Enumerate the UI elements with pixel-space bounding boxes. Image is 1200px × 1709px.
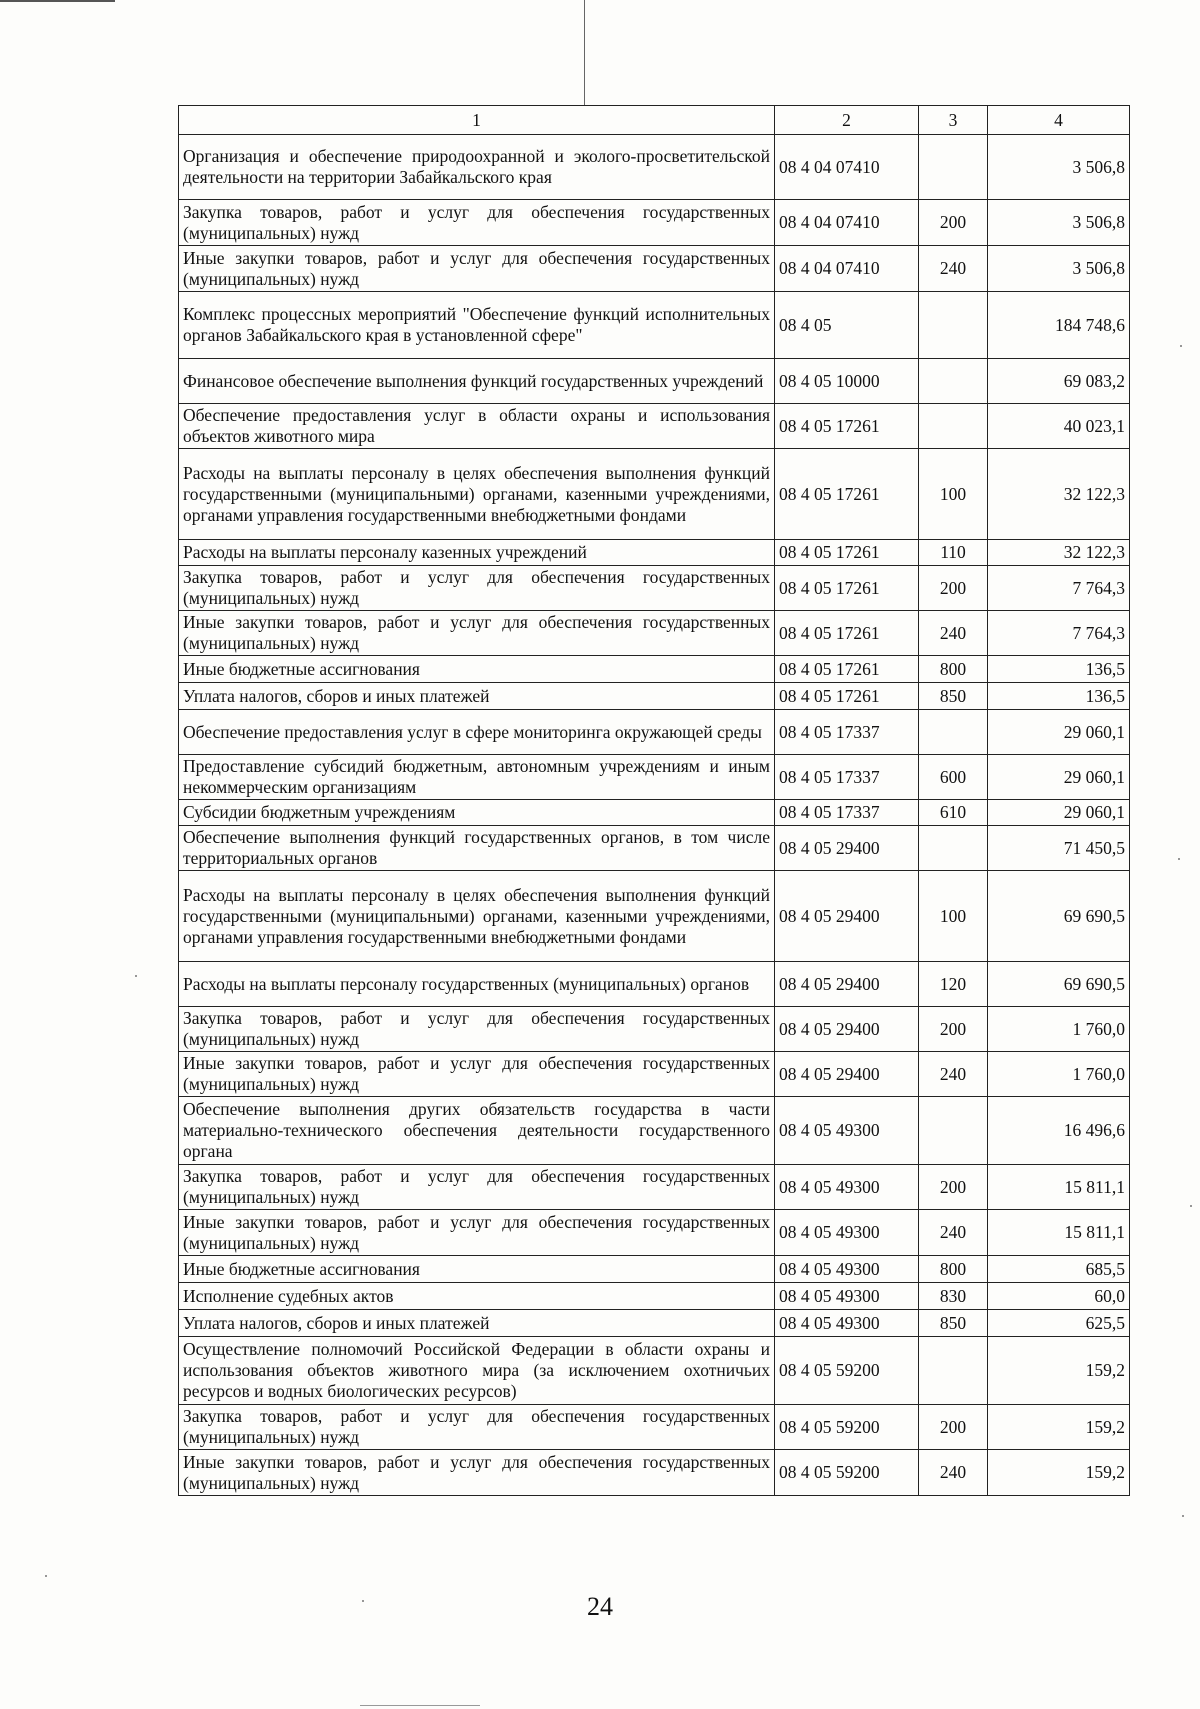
table-row (179, 755, 1130, 800)
row-code-cell: 08 4 05 49300 (775, 1210, 919, 1256)
table-row (179, 449, 1130, 540)
row-name-cell: Закупка товаров, работ и услуг для обеспечения государственных (муниципальных) нужд (179, 1007, 775, 1052)
table-row (179, 540, 1130, 566)
row-type-cell (919, 359, 988, 404)
row-code-cell: 08 4 05 17337 (775, 755, 919, 800)
row-sum-cell: 15 811,1 (988, 1210, 1130, 1256)
column-header-2: 2 (775, 106, 919, 135)
row-type-cell: 120 (919, 962, 988, 1007)
row-sum-cell: 29 060,1 (988, 755, 1130, 800)
row-code-cell: 08 4 05 17261 (775, 656, 919, 683)
row-name-cell: Расходы на выплаты персоналу в целях обеспечения выполнения функций государственными (муниципальными) органами, казенными учреждениями, органами управления государственными внебюджетными фондами (179, 871, 775, 962)
table-row (179, 1310, 1130, 1337)
row-sum-cell: 685,5 (988, 1256, 1130, 1283)
row-code-cell: 08 4 05 49300 (775, 1256, 919, 1283)
row-code-cell: 08 4 05 17261 (775, 404, 919, 449)
row-sum-cell: 69 690,5 (988, 871, 1130, 962)
scan-artifact-top-vertical (584, 0, 585, 106)
row-name-cell: Обеспечение предоставления услуг в сфере мониторинга окружающей среды (179, 710, 775, 755)
row-code-cell: 08 4 05 29400 (775, 1052, 919, 1097)
row-name-cell: Иные закупки товаров, работ и услуг для обеспечения государственных (муниципальных) нужд (179, 246, 775, 292)
row-name-cell: Исполнение судебных актов (179, 1283, 775, 1310)
row-name-cell: Закупка товаров, работ и услуг для обеспечения государственных (муниципальных) нужд (179, 1165, 775, 1210)
table-row (179, 404, 1130, 449)
table-row (179, 1007, 1130, 1052)
row-type-cell: 830 (919, 1283, 988, 1310)
scan-speck (135, 975, 137, 977)
table-row (179, 1052, 1130, 1097)
row-sum-cell: 3 506,8 (988, 246, 1130, 292)
row-sum-cell: 184 748,6 (988, 292, 1130, 359)
table-row (179, 135, 1130, 200)
table-row (179, 800, 1130, 826)
scan-artifact-top-left (0, 0, 115, 2)
row-type-cell (919, 710, 988, 755)
row-code-cell: 08 4 05 17337 (775, 800, 919, 826)
row-type-cell: 850 (919, 683, 988, 710)
table-row (179, 683, 1130, 710)
row-sum-cell: 32 122,3 (988, 449, 1130, 540)
row-name-cell: Расходы на выплаты персоналу государственных (муниципальных) органов (179, 962, 775, 1007)
row-type-cell: 200 (919, 200, 988, 246)
table-row (179, 962, 1130, 1007)
row-name-cell: Комплекс процессных мероприятий "Обеспечение функций исполнительных органов Забайкальского края в установленной сфере" (179, 292, 775, 359)
row-type-cell: 800 (919, 656, 988, 683)
row-name-cell: Расходы на выплаты персоналу в целях обеспечения выполнения функций государственными (муниципальными) органами, казенными учреждениями, органами управления государственными внебюджетными фондами (179, 449, 775, 540)
row-code-cell: 08 4 05 49300 (775, 1165, 919, 1210)
table-row (179, 611, 1130, 656)
row-code-cell: 08 4 05 17261 (775, 540, 919, 566)
row-name-cell: Иные бюджетные ассигнования (179, 1256, 775, 1283)
row-code-cell: 08 4 05 17261 (775, 449, 919, 540)
row-code-cell: 08 4 05 17261 (775, 566, 919, 611)
row-sum-cell: 69 690,5 (988, 962, 1130, 1007)
table-row (179, 1097, 1130, 1165)
row-sum-cell: 16 496,6 (988, 1097, 1130, 1165)
table-row (179, 826, 1130, 871)
row-name-cell: Иные бюджетные ассигнования (179, 656, 775, 683)
row-sum-cell: 40 023,1 (988, 404, 1130, 449)
row-type-cell: 240 (919, 1450, 988, 1496)
row-name-cell: Закупка товаров, работ и услуг для обеспечения государственных (муниципальных) нужд (179, 200, 775, 246)
row-sum-cell: 71 450,5 (988, 826, 1130, 871)
row-code-cell: 08 4 04 07410 (775, 200, 919, 246)
table-row (179, 246, 1130, 292)
row-type-cell (919, 1337, 988, 1405)
scan-speck (1180, 345, 1182, 347)
row-type-cell: 200 (919, 1007, 988, 1052)
row-name-cell: Иные закупки товаров, работ и услуг для обеспечения государственных (муниципальных) нужд (179, 1052, 775, 1097)
scan-speck (1190, 1205, 1192, 1207)
row-sum-cell: 29 060,1 (988, 800, 1130, 826)
row-type-cell: 200 (919, 1165, 988, 1210)
row-type-cell: 240 (919, 611, 988, 656)
row-type-cell (919, 404, 988, 449)
row-type-cell: 800 (919, 1256, 988, 1283)
row-code-cell: 08 4 05 10000 (775, 359, 919, 404)
row-sum-cell: 1 760,0 (988, 1052, 1130, 1097)
column-header-4: 4 (988, 106, 1130, 135)
row-type-cell: 850 (919, 1310, 988, 1337)
row-sum-cell: 7 764,3 (988, 566, 1130, 611)
row-name-cell: Обеспечение предоставления услуг в области охраны и использования объектов животного мира (179, 404, 775, 449)
table-row (179, 1283, 1130, 1310)
row-sum-cell: 159,2 (988, 1405, 1130, 1450)
row-sum-cell: 7 764,3 (988, 611, 1130, 656)
row-code-cell: 08 4 05 49300 (775, 1283, 919, 1310)
table-row (179, 1165, 1130, 1210)
row-name-cell: Закупка товаров, работ и услуг для обеспечения государственных (муниципальных) нужд (179, 566, 775, 611)
table-row (179, 710, 1130, 755)
row-sum-cell: 1 760,0 (988, 1007, 1130, 1052)
row-name-cell: Предоставление субсидий бюджетным, автономным учреждениям и иным некоммерческим организациям (179, 755, 775, 800)
row-sum-cell: 60,0 (988, 1283, 1130, 1310)
row-name-cell: Уплата налогов, сборов и иных платежей (179, 683, 775, 710)
row-code-cell: 08 4 05 29400 (775, 871, 919, 962)
row-type-cell: 200 (919, 566, 988, 611)
row-sum-cell: 625,5 (988, 1310, 1130, 1337)
row-name-cell: Иные закупки товаров, работ и услуг для обеспечения государственных (муниципальных) нужд (179, 1450, 775, 1496)
row-code-cell: 08 4 05 49300 (775, 1310, 919, 1337)
row-type-cell: 240 (919, 1052, 988, 1097)
table-row (179, 1405, 1130, 1450)
row-code-cell: 08 4 05 49300 (775, 1097, 919, 1165)
row-code-cell: 08 4 05 59200 (775, 1337, 919, 1405)
row-type-cell: 100 (919, 871, 988, 962)
row-name-cell: Финансовое обеспечение выполнения функций государственных учреждений (179, 359, 775, 404)
row-type-cell: 110 (919, 540, 988, 566)
row-code-cell: 08 4 05 59200 (775, 1450, 919, 1496)
page-number: 24 (587, 1592, 613, 1621)
row-code-cell: 08 4 04 07410 (775, 135, 919, 200)
row-type-cell (919, 292, 988, 359)
column-header-1: 1 (179, 106, 775, 135)
table-row (179, 292, 1130, 359)
row-code-cell: 08 4 05 17261 (775, 683, 919, 710)
table-row (179, 871, 1130, 962)
row-name-cell: Осуществление полномочий Российской Федерации в области охраны и использования объектов животного мира (за исключением охотничьих ресурсов и водных биологических ресурсов) (179, 1337, 775, 1405)
row-name-cell: Иные закупки товаров, работ и услуг для обеспечения государственных (муниципальных) нужд (179, 611, 775, 656)
scan-artifact-bottom (360, 1705, 480, 1706)
row-name-cell: Расходы на выплаты персоналу казенных учреждений (179, 540, 775, 566)
row-sum-cell: 136,5 (988, 683, 1130, 710)
row-sum-cell: 3 506,8 (988, 135, 1130, 200)
table-row (179, 359, 1130, 404)
table-header-row (179, 106, 1130, 135)
row-type-cell: 240 (919, 1210, 988, 1256)
budget-table (178, 105, 1130, 1496)
row-type-cell: 610 (919, 800, 988, 826)
table-row (179, 566, 1130, 611)
table-row (179, 656, 1130, 683)
row-code-cell: 08 4 05 29400 (775, 962, 919, 1007)
row-name-cell: Субсидии бюджетным учреждениям (179, 800, 775, 826)
row-code-cell: 08 4 04 07410 (775, 246, 919, 292)
row-type-cell (919, 135, 988, 200)
row-type-cell: 600 (919, 755, 988, 800)
table-row (179, 1256, 1130, 1283)
scan-speck (1178, 858, 1180, 860)
row-code-cell: 08 4 05 17337 (775, 710, 919, 755)
row-name-cell: Обеспечение выполнения других обязательств государства в части материально-технического обеспечения деятельности государственного органа (179, 1097, 775, 1165)
row-name-cell: Уплата налогов, сборов и иных платежей (179, 1310, 775, 1337)
row-type-cell (919, 1097, 988, 1165)
scan-speck (1182, 1515, 1184, 1517)
row-name-cell: Обеспечение выполнения функций государственных органов, в том числе территориальных органов (179, 826, 775, 871)
row-sum-cell: 159,2 (988, 1337, 1130, 1405)
row-sum-cell: 29 060,1 (988, 710, 1130, 755)
row-code-cell: 08 4 05 29400 (775, 1007, 919, 1052)
row-sum-cell: 159,2 (988, 1450, 1130, 1496)
row-code-cell: 08 4 05 29400 (775, 826, 919, 871)
row-sum-cell: 3 506,8 (988, 200, 1130, 246)
scan-speck (45, 1575, 47, 1577)
row-type-cell: 240 (919, 246, 988, 292)
row-code-cell: 08 4 05 59200 (775, 1405, 919, 1450)
row-sum-cell: 32 122,3 (988, 540, 1130, 566)
row-sum-cell: 69 083,2 (988, 359, 1130, 404)
table-row (179, 200, 1130, 246)
row-name-cell: Закупка товаров, работ и услуг для обеспечения государственных (муниципальных) нужд (179, 1405, 775, 1450)
row-type-cell: 200 (919, 1405, 988, 1450)
row-name-cell: Организация и обеспечение природоохранной и эколого-просветительской деятельности на территории Забайкальского края (179, 135, 775, 200)
table-row (179, 1450, 1130, 1496)
table-row (179, 1210, 1130, 1256)
row-code-cell: 08 4 05 17261 (775, 611, 919, 656)
column-header-3: 3 (919, 106, 988, 135)
row-type-cell (919, 826, 988, 871)
row-code-cell: 08 4 05 (775, 292, 919, 359)
row-name-cell: Иные закупки товаров, работ и услуг для обеспечения государственных (муниципальных) нужд (179, 1210, 775, 1256)
row-sum-cell: 15 811,1 (988, 1165, 1130, 1210)
row-type-cell: 100 (919, 449, 988, 540)
table-row (179, 1337, 1130, 1405)
row-sum-cell: 136,5 (988, 656, 1130, 683)
